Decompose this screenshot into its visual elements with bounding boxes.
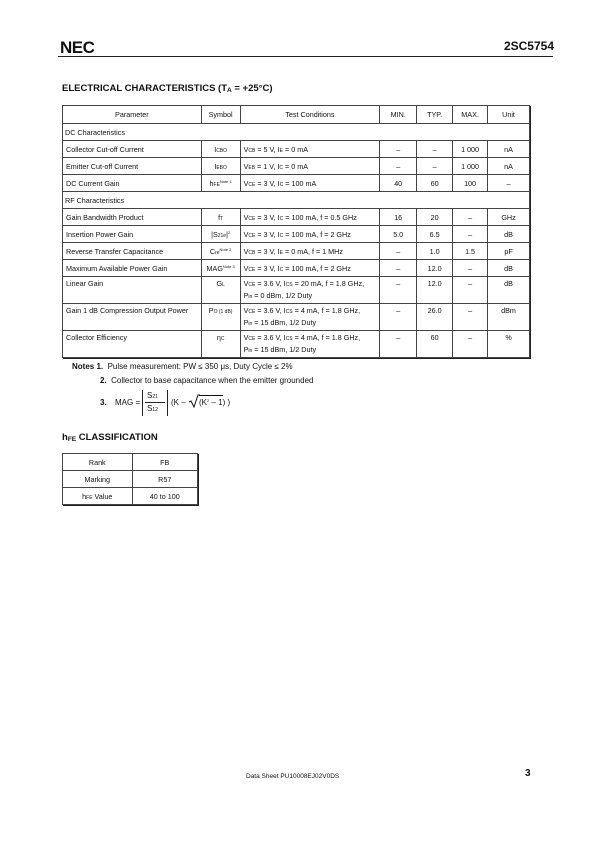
param-cell: Collector Cut-off Current (63, 141, 202, 158)
hfe-value: 40 to 100 (132, 488, 197, 505)
electrical-characteristics-table (62, 105, 530, 358)
rank-label: Rank (63, 454, 133, 471)
table-row (63, 260, 530, 277)
marking-label: Marking (63, 471, 133, 488)
condition-cell: VCE = 3 V, IC = 100 mA, f = 2 GHz (240, 260, 380, 277)
marking-value: R57 (132, 471, 197, 488)
condition-cell: VEB = 1 V, IC = 0 mA (240, 158, 380, 175)
param-cell: Linear Gain (63, 277, 202, 304)
min-cell: – (380, 277, 417, 304)
condition-cell: VCB = 5 V, IE = 0 mA (240, 141, 380, 158)
max-cell: 100 (453, 175, 488, 192)
table-row (63, 243, 530, 260)
symbol-cell: ηC (201, 331, 240, 358)
table-row (63, 471, 198, 488)
table-row (63, 209, 530, 226)
min-cell: 5.0 (380, 226, 417, 243)
table-row (63, 277, 530, 304)
unit-cell: dB (488, 260, 530, 277)
condition-cell: VCE = 3 V, IC = 100 mA (240, 175, 380, 192)
expr-part-b: $(K^2 - 1)$ ) (199, 398, 231, 407)
param-cell: Maximum Available Power Gain (63, 260, 202, 277)
unit-cell: % (488, 331, 530, 358)
s21-term: S21 (147, 391, 158, 400)
symbol-cell: GL (201, 277, 240, 304)
param-cell: Gain Bandwidth Product (63, 209, 202, 226)
param-cell: Gain 1 dB Compression Output Power (63, 304, 202, 331)
table-row (63, 175, 530, 192)
expr-part-a: (K – (171, 398, 186, 407)
col-header-parameter: Parameter (63, 106, 202, 124)
unit-cell: nA (488, 158, 530, 175)
typ-cell: 6.5 (417, 226, 453, 243)
col-header-min: MIN. (380, 106, 417, 124)
unit-cell: dB (488, 226, 530, 243)
rf-characteristics-label: RF Characteristics (63, 192, 530, 209)
typ-cell: – (417, 141, 453, 158)
min-cell: 40 (380, 175, 417, 192)
table-row (63, 488, 198, 505)
footer-document-number: Data Sheet PU10008EJ02V0DS (246, 773, 340, 780)
unit-cell: – (488, 175, 530, 192)
typ-cell: 12.0 (417, 260, 453, 277)
table-row (63, 331, 530, 358)
unit-cell: pF (488, 243, 530, 260)
table-row (63, 141, 530, 158)
min-cell: – (380, 331, 417, 358)
note-2: 2. Collector to base capacitance when the emitter grounded (100, 376, 314, 385)
fraction-bar (145, 402, 165, 403)
symbol-cell: fT (201, 209, 240, 226)
nec-logo: NEC (60, 38, 95, 57)
max-cell: – (453, 331, 488, 358)
symbol-cell: PO (1 dB) (201, 304, 240, 331)
symbol-cell: ICBO (201, 141, 240, 158)
max-cell: – (453, 226, 488, 243)
typ-cell: 26.0 (417, 304, 453, 331)
col-header-unit: Unit (488, 106, 530, 124)
note-3-num: 3. (100, 398, 107, 407)
symbol-cell: IEBO (201, 158, 240, 175)
part-number: 2SC5754 (503, 39, 554, 53)
min-cell: – (380, 141, 417, 158)
param-cell: Insertion Power Gain (63, 226, 202, 243)
symbol-cell: Cre$^{Note 2}$ (201, 243, 240, 260)
condition-cell: VCE = 3.6 V, ICS = 4 mA, f = 1.8 GHz, Pin = 15 dBm, 1/2 Duty (240, 331, 380, 358)
symbol-cell: $MAG^{Note 3}$ (201, 260, 240, 277)
max-cell: – (453, 304, 488, 331)
typ-cell: 20 (417, 209, 453, 226)
symbol-cell: hFE$^{Note 1}$ (201, 175, 240, 192)
typ-cell: 1.0 (417, 243, 453, 260)
unit-cell: dB (488, 277, 530, 304)
min-cell: – (380, 158, 417, 175)
typ-cell: 60 (417, 175, 453, 192)
typ-cell: 60 (417, 331, 453, 358)
max-cell: 1 000 (453, 141, 488, 158)
note-3-mag-label: MAG = (115, 398, 141, 407)
col-header-test-conditions: Test Conditions (240, 106, 380, 124)
table-row (63, 454, 198, 471)
header-rule (58, 56, 553, 57)
electrical-characteristics-title: ELECTRICAL CHARACTERISTICS (TA = +25°C) (62, 83, 273, 94)
condition-cell: VCE = 3.6 V, ICS = 20 mA, f = 1.8 GHz, Pin = 0 dBm, 1/2 Duty (240, 277, 380, 304)
table-row (63, 304, 530, 331)
hfe-classification-table (62, 453, 198, 505)
min-cell: – (380, 260, 417, 277)
note-1: Notes 1. Pulse measurement: PW ≤ 350 μs, Duty Cycle ≤ 2% (72, 362, 293, 371)
group-row-rf (63, 192, 530, 209)
group-row-dc (63, 124, 530, 141)
param-cell: Reverse Transfer Capacitance (63, 243, 202, 260)
col-header-typ: TYP. (417, 106, 453, 124)
unit-cell: GHz (488, 209, 530, 226)
hfe-value-label: hFE Value (63, 488, 133, 505)
col-header-max: MAX. (453, 106, 488, 124)
condition-cell: VCB = 3 V, IE = 0 mA, f = 1 MHz (240, 243, 380, 260)
table-header-row (63, 106, 530, 124)
unit-cell: dBm (488, 304, 530, 331)
max-cell: – (453, 260, 488, 277)
s12-term: S12 (147, 404, 158, 413)
max-cell: 1 000 (453, 158, 488, 175)
table-row (63, 226, 530, 243)
page-number: 3 (525, 768, 531, 779)
sqrt-overline (199, 395, 223, 396)
param-cell: Emitter Cut-off Current (63, 158, 202, 175)
condition-cell: VCE = 3.6 V, ICS = 4 mA, f = 1.8 GHz, Pin = 15 dBm, 1/2 Duty (240, 304, 380, 331)
max-cell: 1.5 (453, 243, 488, 260)
min-cell: 16 (380, 209, 417, 226)
param-cell: Collector Efficiency (63, 331, 202, 358)
condition-cell: VCE = 3 V, IC = 100 mA, f = 2 GHz (240, 226, 380, 243)
typ-cell: – (417, 158, 453, 175)
dc-characteristics-label: DC Characteristics (63, 124, 530, 141)
typ-cell: 12.0 (417, 277, 453, 304)
param-cell: DC Current Gain (63, 175, 202, 192)
max-cell: – (453, 277, 488, 304)
condition-cell: VCE = 3 V, IC = 100 mA, f = 0.5 GHz (240, 209, 380, 226)
table-row (63, 158, 530, 175)
symbol-cell: $|S21e|^2$ (201, 226, 240, 243)
min-cell: – (380, 304, 417, 331)
rank-value: FB (132, 454, 197, 471)
hfe-classification-title: hFE CLASSIFICATION (62, 432, 158, 443)
min-cell: – (380, 243, 417, 260)
abs-bar-left (142, 390, 143, 416)
max-cell: – (453, 209, 488, 226)
unit-cell: nA (488, 141, 530, 158)
abs-bar-right (167, 390, 168, 416)
col-header-symbol: Symbol (201, 106, 240, 124)
